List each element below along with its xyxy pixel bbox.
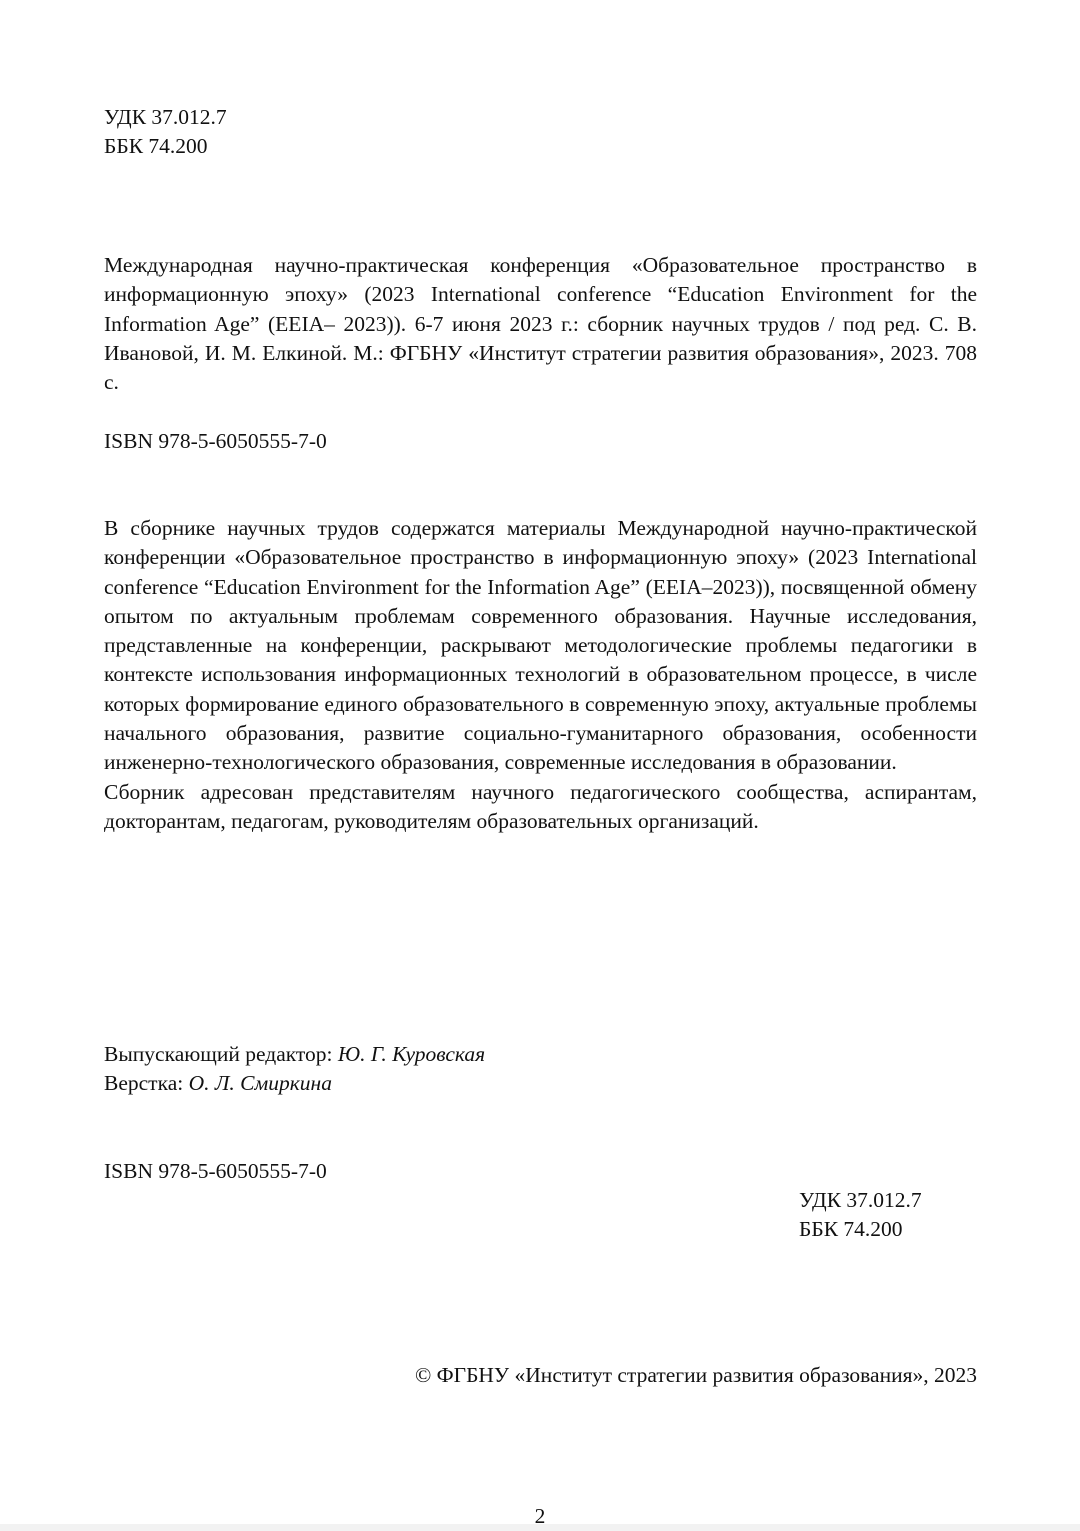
layout-name: О. Л. Смиркина [188,1071,332,1096]
udk-code-bottom: УДК 37.012.7 [799,1188,922,1212]
udk-code: УДК 37.012.7 [104,105,227,129]
credits [104,1040,977,1099]
classification-codes-top [104,103,977,162]
layout-label: Верстка: [104,1071,189,1096]
editor-label: Выпускающий редактор: [104,1042,338,1066]
abstract-paragraph-2: Сборник адресован представителям научного педагогического сообщества, аспирантам, докторантам, педагогам, руководителям образовательных организаций. [104,779,977,833]
editor-name: Ю. Г. Куровская [337,1042,486,1066]
editor-credit [104,1040,977,1069]
copyright-notice: © ФГБНУ «Институт стратегии развития образования», 2023 [414,1363,977,1387]
classification-codes-bottom [799,1186,999,1245]
page-bottom-edge [0,1524,1080,1531]
isbn-top: ISBN 978-5-6050555-7-0 [104,429,327,453]
page-number: 2 [534,1504,546,1524]
bbk-code: ББК 74.200 [104,134,208,159]
bibliographic-citation: Международная научно-практическая конференция «Образовательное пространство в информационную эпоху» (2023 International conference “Education Environment for the Information Age” (EEIA– 2023)). 6-7 июня 2023 г.: сборник научных трудов / под ред. С. В. Ивановой, И. М. Елкиной. М.: ФГБНУ «Институт стратегии развития образования», 2023. 708 с. [104,253,977,395]
layout-credit [104,1069,977,1098]
bbk-code-bottom: ББК 74.200 [799,1217,903,1242]
isbn-bottom: ISBN 978-5-6050555-7-0 [104,1159,327,1183]
abstract-paragraph-1: В сборнике научных трудов содержатся материалы Международной научно-практической конференции «Образовательное пространство в информационную эпоху» (2023 International conference “Education Environment for the Information Age” (EEIA–2023)), посвященной обмену опытом по актуальным проблемам современного образования. Научные исследования, представленные на конференции, раскрывают методологические проблемы педагогики в контексте использования информационных технологий в образовательном процессе, в числе которых формирование единого образовательного в современную эпоху, актуальные проблемы начального образования, развитие социально-гуманитарного образования, особенности инженерно-технологического образования, современные исследования в образовании. [104,516,977,775]
abstract [104,514,977,836]
